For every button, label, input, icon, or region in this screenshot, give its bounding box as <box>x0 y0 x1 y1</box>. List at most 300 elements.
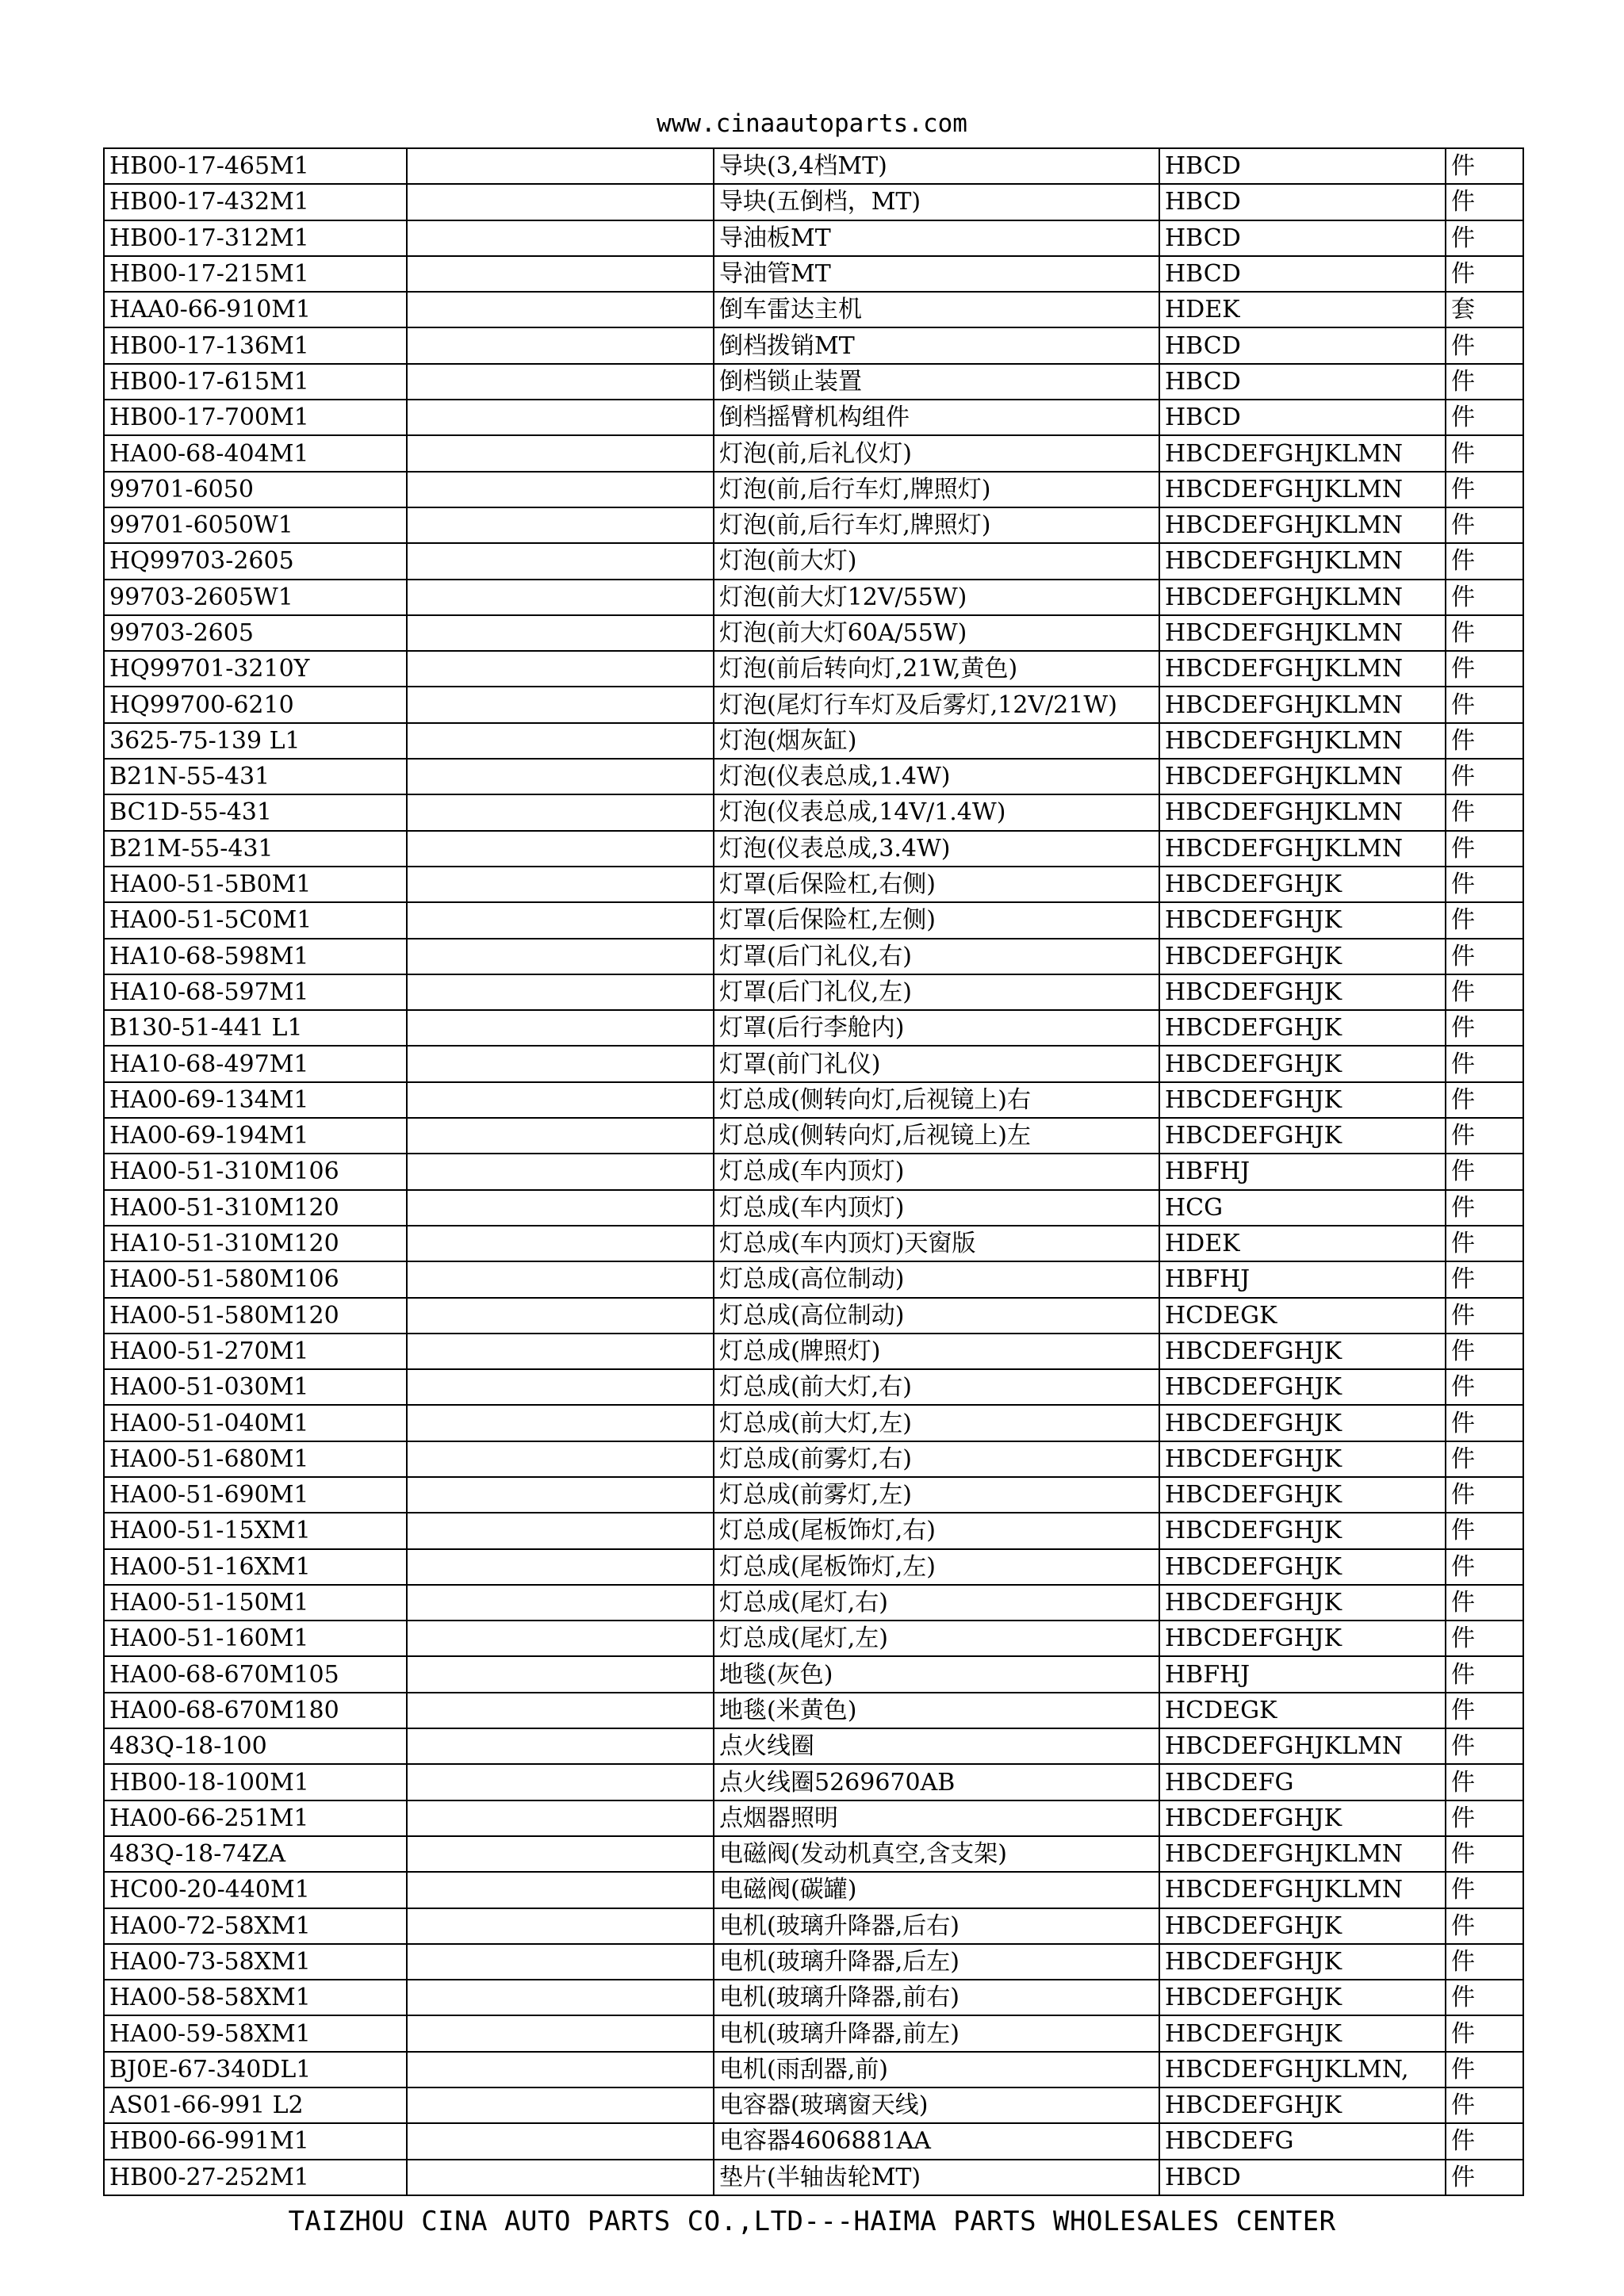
part-number-cell: B21M-55-431 <box>104 831 407 867</box>
table-row <box>104 615 1523 651</box>
blank-cell <box>407 400 714 435</box>
part-name-cell: 灯泡(前大灯60A/55W) <box>714 615 1159 651</box>
part-name-cell: 灯罩(前门礼仪) <box>714 1046 1159 1081</box>
model-code-cell: HBCDEFGHJK <box>1159 2087 1446 2123</box>
blank-cell <box>407 2087 714 2123</box>
model-code-cell: HBCDEFGHJKLMN <box>1159 651 1446 687</box>
unit-cell: 件 <box>1446 1872 1523 1908</box>
part-name-cell: 地毯(米黄色) <box>714 1693 1159 1728</box>
part-name-cell: 灯泡(仪表总成,3.4W) <box>714 831 1159 867</box>
part-name-cell: 灯总成(车内顶灯)天窗版 <box>714 1226 1159 1261</box>
table-row <box>104 1441 1523 1477</box>
part-name-cell: 灯泡(前,后礼仪灯) <box>714 435 1159 471</box>
part-name-cell: 灯总成(前大灯,右) <box>714 1369 1159 1405</box>
table-row <box>104 148 1523 184</box>
model-code-cell: HBCDEFGHJK <box>1159 1800 1446 1836</box>
unit-cell: 件 <box>1446 1800 1523 1836</box>
part-name-cell: 点火线圈5269670AB <box>714 1764 1159 1800</box>
model-code-cell: HBCDEFGHJK <box>1159 867 1446 902</box>
part-number-cell: HA00-51-030M1 <box>104 1369 407 1405</box>
table-row <box>104 974 1523 1010</box>
model-code-cell: HBCDEFGHJK <box>1159 939 1446 974</box>
model-code-cell: HBCDEFGHJKLMN <box>1159 1872 1446 1908</box>
table-row <box>104 1764 1523 1800</box>
part-number-cell: HA00-51-310M106 <box>104 1154 407 1189</box>
part-number-cell: HC00-20-440M1 <box>104 1872 407 1908</box>
unit-cell: 件 <box>1446 543 1523 579</box>
part-number-cell: HA00-69-194M1 <box>104 1118 407 1154</box>
blank-cell <box>407 1585 714 1621</box>
model-code-cell: HBCD <box>1159 2160 1446 2195</box>
blank-cell <box>407 902 714 938</box>
unit-cell: 件 <box>1446 1082 1523 1118</box>
part-number-cell: B130-51-441 L1 <box>104 1010 407 1046</box>
blank-cell <box>407 759 714 794</box>
blank-cell <box>407 1082 714 1118</box>
part-number-cell: HA00-69-134M1 <box>104 1082 407 1118</box>
blank-cell <box>407 2052 714 2087</box>
part-name-cell: 灯泡(前大灯) <box>714 543 1159 579</box>
part-name-cell: 电机(玻璃升降器,前左) <box>714 2015 1159 2051</box>
unit-cell: 件 <box>1446 1836 1523 1872</box>
part-name-cell: 灯总成(侧转向灯,后视镜上)左 <box>714 1118 1159 1154</box>
part-name-cell: 灯总成(尾灯,左) <box>714 1621 1159 1656</box>
part-number-cell: HAA0-66-910M1 <box>104 292 407 327</box>
part-name-cell: 灯泡(烟灰缸) <box>714 723 1159 759</box>
table-row <box>104 2160 1523 2195</box>
model-code-cell: HBCDEFG <box>1159 2123 1446 2159</box>
unit-cell: 件 <box>1446 507 1523 543</box>
model-code-cell: HBCDEFGHJK <box>1159 1944 1446 1980</box>
part-name-cell: 灯总成(牌照灯) <box>714 1334 1159 1369</box>
part-number-cell: HB00-18-100M1 <box>104 1764 407 1800</box>
table-row <box>104 1693 1523 1728</box>
part-number-cell: HA00-51-580M120 <box>104 1298 407 1334</box>
blank-cell <box>407 687 714 722</box>
blank-cell <box>407 1693 714 1728</box>
blank-cell <box>407 1656 714 1692</box>
table-row <box>104 1621 1523 1656</box>
blank-cell <box>407 1836 714 1872</box>
unit-cell: 件 <box>1446 1908 1523 1944</box>
part-number-cell: HQ99700-6210 <box>104 687 407 722</box>
blank-cell <box>407 1261 714 1297</box>
part-name-cell: 灯泡(仪表总成,14V/1.4W) <box>714 794 1159 830</box>
part-name-cell: 地毯(灰色) <box>714 1656 1159 1692</box>
table-row <box>104 1728 1523 1764</box>
unit-cell: 件 <box>1446 327 1523 363</box>
table-row <box>104 1513 1523 1548</box>
unit-cell: 件 <box>1446 1728 1523 1764</box>
unit-cell: 件 <box>1446 1405 1523 1441</box>
model-code-cell: HCDEGK <box>1159 1298 1446 1334</box>
unit-cell: 件 <box>1446 435 1523 471</box>
part-name-cell: 垫片(半轴齿轮MT) <box>714 2160 1159 2195</box>
model-code-cell: HBCDEFGHJK <box>1159 1441 1446 1477</box>
model-code-cell: HBCDEFGHJKLMN <box>1159 580 1446 615</box>
part-number-cell: HB00-17-432M1 <box>104 184 407 220</box>
unit-cell: 件 <box>1446 2160 1523 2195</box>
model-code-cell: HBCD <box>1159 400 1446 435</box>
blank-cell <box>407 1980 714 2015</box>
blank-cell <box>407 867 714 902</box>
blank-cell <box>407 292 714 327</box>
part-name-cell: 电机(雨刮器,前) <box>714 2052 1159 2087</box>
blank-cell <box>407 220 714 256</box>
table-row <box>104 1800 1523 1836</box>
blank-cell <box>407 364 714 400</box>
model-code-cell: HBCDEFGHJKLMN <box>1159 543 1446 579</box>
blank-cell <box>407 580 714 615</box>
part-number-cell: HA00-51-690M1 <box>104 1477 407 1513</box>
blank-cell <box>407 1369 714 1405</box>
unit-cell: 件 <box>1446 1441 1523 1477</box>
table-row <box>104 1261 1523 1297</box>
table-row <box>104 1872 1523 1908</box>
table-row <box>104 1908 1523 1944</box>
blank-cell <box>407 1549 714 1585</box>
blank-cell <box>407 1154 714 1189</box>
part-name-cell: 倒档锁止装置 <box>714 364 1159 400</box>
unit-cell: 件 <box>1446 1585 1523 1621</box>
model-code-cell: HBCDEFGHJKLMN <box>1159 1728 1446 1764</box>
part-name-cell: 点火线圈 <box>714 1728 1159 1764</box>
blank-cell <box>407 507 714 543</box>
part-number-cell: 483Q-18-74ZA <box>104 1836 407 1872</box>
unit-cell: 件 <box>1446 1513 1523 1548</box>
table-row <box>104 543 1523 579</box>
parts-table <box>103 147 1524 2196</box>
blank-cell <box>407 1944 714 1980</box>
model-code-cell: HCG <box>1159 1190 1446 1226</box>
unit-cell: 件 <box>1446 1477 1523 1513</box>
table-row <box>104 2123 1523 2159</box>
unit-cell: 件 <box>1446 1944 1523 1980</box>
part-name-cell: 灯总成(高位制动) <box>714 1298 1159 1334</box>
table-row <box>104 1226 1523 1261</box>
table-row <box>104 435 1523 471</box>
parts-table-body <box>104 148 1523 2195</box>
part-number-cell: HB00-17-136M1 <box>104 327 407 363</box>
part-number-cell: 99703-2605W1 <box>104 580 407 615</box>
model-code-cell: HBCDEFGHJK <box>1159 1513 1446 1548</box>
part-name-cell: 灯总成(车内顶灯) <box>714 1154 1159 1189</box>
table-row <box>104 723 1523 759</box>
unit-cell: 件 <box>1446 2015 1523 2051</box>
part-name-cell: 倒车雷达主机 <box>714 292 1159 327</box>
blank-cell <box>407 1010 714 1046</box>
unit-cell: 件 <box>1446 580 1523 615</box>
unit-cell: 套 <box>1446 292 1523 327</box>
table-row <box>104 651 1523 687</box>
model-code-cell: HBCD <box>1159 256 1446 292</box>
part-name-cell: 灯泡(前后转向灯,21W,黄色) <box>714 651 1159 687</box>
table-row <box>104 939 1523 974</box>
table-row <box>104 1836 1523 1872</box>
blank-cell <box>407 256 714 292</box>
table-row <box>104 2052 1523 2087</box>
part-number-cell: BJ0E-67-340DL1 <box>104 2052 407 2087</box>
table-row <box>104 1082 1523 1118</box>
model-code-cell: HBCDEFGHJK <box>1159 1908 1446 1944</box>
blank-cell <box>407 1190 714 1226</box>
table-row <box>104 184 1523 220</box>
table-row <box>104 1154 1523 1189</box>
part-number-cell: HA10-68-497M1 <box>104 1046 407 1081</box>
model-code-cell: HBCDEFGHJK <box>1159 1585 1446 1621</box>
unit-cell: 件 <box>1446 1980 1523 2015</box>
blank-cell <box>407 651 714 687</box>
table-row <box>104 1405 1523 1441</box>
part-number-cell: HA00-72-58XM1 <box>104 1908 407 1944</box>
unit-cell: 件 <box>1446 651 1523 687</box>
blank-cell <box>407 2123 714 2159</box>
model-code-cell: HBCDEFGHJK <box>1159 1369 1446 1405</box>
part-name-cell: 电磁阀(发动机真空,含支架) <box>714 1836 1159 1872</box>
table-row <box>104 292 1523 327</box>
blank-cell <box>407 1513 714 1548</box>
part-number-cell: HB00-66-991M1 <box>104 2123 407 2159</box>
blank-cell <box>407 1046 714 1081</box>
part-name-cell: 电机(玻璃升降器,后右) <box>714 1908 1159 1944</box>
part-number-cell: HA00-51-580M106 <box>104 1261 407 1297</box>
model-code-cell: HBCDEFGHJKLMN <box>1159 472 1446 507</box>
blank-cell <box>407 1334 714 1369</box>
part-name-cell: 灯罩(后保险杠,左侧) <box>714 902 1159 938</box>
table-row <box>104 220 1523 256</box>
part-number-cell: 99701-6050W1 <box>104 507 407 543</box>
model-code-cell: HBCDEFGHJKLMN <box>1159 615 1446 651</box>
part-name-cell: 电磁阀(碳罐) <box>714 1872 1159 1908</box>
model-code-cell: HBCDEFGHJKLMN <box>1159 687 1446 722</box>
model-code-cell: HBCDEFGHJKLMN <box>1159 435 1446 471</box>
table-row <box>104 2087 1523 2123</box>
unit-cell: 件 <box>1446 1656 1523 1692</box>
part-name-cell: 倒档摇臂机构组件 <box>714 400 1159 435</box>
part-number-cell: HA00-51-16XM1 <box>104 1549 407 1585</box>
part-name-cell: 电容器4606881AA <box>714 2123 1159 2159</box>
blank-cell <box>407 723 714 759</box>
unit-cell: 件 <box>1446 1693 1523 1728</box>
blank-cell <box>407 1908 714 1944</box>
blank-cell <box>407 1621 714 1656</box>
unit-cell: 件 <box>1446 794 1523 830</box>
part-number-cell: HB00-17-615M1 <box>104 364 407 400</box>
unit-cell: 件 <box>1446 1046 1523 1081</box>
table-row <box>104 1585 1523 1621</box>
unit-cell: 件 <box>1446 2087 1523 2123</box>
part-number-cell: 483Q-18-100 <box>104 1728 407 1764</box>
table-row <box>104 1477 1523 1513</box>
table-row <box>104 1549 1523 1585</box>
table-row <box>104 2015 1523 2051</box>
unit-cell: 件 <box>1446 1010 1523 1046</box>
blank-cell <box>407 1118 714 1154</box>
model-code-cell: HBCD <box>1159 220 1446 256</box>
part-number-cell: HB00-27-252M1 <box>104 2160 407 2195</box>
part-number-cell: HA00-51-160M1 <box>104 1621 407 1656</box>
table-row <box>104 1010 1523 1046</box>
company-footer: TAIZHOU CINA AUTO PARTS CO.,LTD---HAIMA PARTS WHOLESALES CENTER <box>288 2206 1336 2237</box>
unit-cell: 件 <box>1446 1154 1523 1189</box>
model-code-cell: HBCDEFGHJK <box>1159 1334 1446 1369</box>
part-name-cell: 灯泡(前大灯12V/55W) <box>714 580 1159 615</box>
model-code-cell: HBCD <box>1159 184 1446 220</box>
unit-cell: 件 <box>1446 1190 1523 1226</box>
model-code-cell: HBCDEFGHJKLMN, <box>1159 2052 1446 2087</box>
part-name-cell: 导块(3,4档MT) <box>714 148 1159 184</box>
unit-cell: 件 <box>1446 831 1523 867</box>
part-number-cell: HA00-51-040M1 <box>104 1405 407 1441</box>
model-code-cell: HBCDEFGHJKLMN <box>1159 759 1446 794</box>
unit-cell: 件 <box>1446 1369 1523 1405</box>
model-code-cell: HBFHJ <box>1159 1656 1446 1692</box>
table-row <box>104 400 1523 435</box>
model-code-cell: HBCDEFGHJK <box>1159 902 1446 938</box>
table-row <box>104 327 1523 363</box>
table-row <box>104 1980 1523 2015</box>
blank-cell <box>407 1405 714 1441</box>
table-row <box>104 507 1523 543</box>
part-number-cell: HA00-59-58XM1 <box>104 2015 407 2051</box>
part-name-cell: 灯总成(尾板饰灯,左) <box>714 1549 1159 1585</box>
unit-cell: 件 <box>1446 1764 1523 1800</box>
blank-cell <box>407 2160 714 2195</box>
unit-cell: 件 <box>1446 1226 1523 1261</box>
part-number-cell: 99701-6050 <box>104 472 407 507</box>
part-name-cell: 灯总成(前雾灯,右) <box>714 1441 1159 1477</box>
part-number-cell: HA00-66-251M1 <box>104 1800 407 1836</box>
model-code-cell: HBCDEFGHJK <box>1159 1549 1446 1585</box>
blank-cell <box>407 794 714 830</box>
unit-cell: 件 <box>1446 759 1523 794</box>
table-row <box>104 256 1523 292</box>
table-row <box>104 1190 1523 1226</box>
model-code-cell: HBCDEFGHJKLMN <box>1159 507 1446 543</box>
part-number-cell: HA00-51-270M1 <box>104 1334 407 1369</box>
table-row <box>104 1656 1523 1692</box>
unit-cell: 件 <box>1446 1334 1523 1369</box>
blank-cell <box>407 974 714 1010</box>
model-code-cell: HBCDEFGHJK <box>1159 1082 1446 1118</box>
part-name-cell: 灯泡(尾灯行车灯及后雾灯,12V/21W) <box>714 687 1159 722</box>
model-code-cell: HDEK <box>1159 292 1446 327</box>
part-number-cell: HA00-73-58XM1 <box>104 1944 407 1980</box>
part-number-cell: HA00-51-5B0M1 <box>104 867 407 902</box>
blank-cell <box>407 435 714 471</box>
model-code-cell: HBCDEFGHJK <box>1159 1477 1446 1513</box>
part-name-cell: 灯总成(前大灯,左) <box>714 1405 1159 1441</box>
table-row <box>104 1298 1523 1334</box>
unit-cell: 件 <box>1446 902 1523 938</box>
model-code-cell: HBCDEFG <box>1159 1764 1446 1800</box>
part-name-cell: 灯总成(尾灯,右) <box>714 1585 1159 1621</box>
unit-cell: 件 <box>1446 400 1523 435</box>
part-number-cell: HA10-51-310M120 <box>104 1226 407 1261</box>
part-name-cell: 点烟器照明 <box>714 1800 1159 1836</box>
part-name-cell: 导油管MT <box>714 256 1159 292</box>
table-row <box>104 1118 1523 1154</box>
table-row <box>104 1944 1523 1980</box>
table-row <box>104 580 1523 615</box>
blank-cell <box>407 1728 714 1764</box>
part-number-cell: HA00-51-680M1 <box>104 1441 407 1477</box>
part-number-cell: HA00-51-310M120 <box>104 1190 407 1226</box>
model-code-cell: HBCDEFGHJK <box>1159 1980 1446 2015</box>
model-code-cell: HBCDEFGHJK <box>1159 1405 1446 1441</box>
unit-cell: 件 <box>1446 256 1523 292</box>
part-number-cell: HA10-68-597M1 <box>104 974 407 1010</box>
part-number-cell: 3625-75-139 L1 <box>104 723 407 759</box>
unit-cell: 件 <box>1446 472 1523 507</box>
blank-cell <box>407 831 714 867</box>
table-row <box>104 794 1523 830</box>
part-number-cell: B21N-55-431 <box>104 759 407 794</box>
model-code-cell: HBCDEFGHJK <box>1159 1621 1446 1656</box>
part-name-cell: 灯总成(高位制动) <box>714 1261 1159 1297</box>
model-code-cell: HBCDEFGHJK <box>1159 1118 1446 1154</box>
model-code-cell: HBCDEFGHJKLMN <box>1159 1836 1446 1872</box>
blank-cell <box>407 1477 714 1513</box>
blank-cell <box>407 2015 714 2051</box>
part-name-cell: 导油板MT <box>714 220 1159 256</box>
part-number-cell: HA00-68-670M180 <box>104 1693 407 1728</box>
model-code-cell: HBCDEFGHJK <box>1159 1010 1446 1046</box>
unit-cell: 件 <box>1446 723 1523 759</box>
part-name-cell: 灯总成(侧转向灯,后视镜上)右 <box>714 1082 1159 1118</box>
part-name-cell: 灯总成(尾板饰灯,右) <box>714 1513 1159 1548</box>
part-number-cell: HQ99703-2605 <box>104 543 407 579</box>
model-code-cell: HBFHJ <box>1159 1261 1446 1297</box>
part-name-cell: 灯泡(前,后行车灯,牌照灯) <box>714 507 1159 543</box>
table-row <box>104 1046 1523 1081</box>
part-number-cell: HA10-68-598M1 <box>104 939 407 974</box>
part-number-cell: BC1D-55-431 <box>104 794 407 830</box>
blank-cell <box>407 327 714 363</box>
part-number-cell: HB00-17-215M1 <box>104 256 407 292</box>
table-row <box>104 902 1523 938</box>
blank-cell <box>407 1226 714 1261</box>
unit-cell: 件 <box>1446 867 1523 902</box>
part-name-cell: 电容器(玻璃窗天线) <box>714 2087 1159 2123</box>
model-code-cell: HBCD <box>1159 364 1446 400</box>
model-code-cell: HBFHJ <box>1159 1154 1446 1189</box>
unit-cell: 件 <box>1446 1298 1523 1334</box>
part-number-cell: HA00-58-58XM1 <box>104 1980 407 2015</box>
model-code-cell: HBCD <box>1159 148 1446 184</box>
model-code-cell: HBCDEFGHJK <box>1159 1046 1446 1081</box>
blank-cell <box>407 1298 714 1334</box>
model-code-cell: HBCDEFGHJKLMN <box>1159 794 1446 830</box>
model-code-cell: HBCDEFGHJKLMN <box>1159 723 1446 759</box>
unit-cell: 件 <box>1446 1549 1523 1585</box>
blank-cell <box>407 1800 714 1836</box>
part-name-cell: 灯罩(后保险杠,右侧) <box>714 867 1159 902</box>
part-number-cell: HA00-51-150M1 <box>104 1585 407 1621</box>
part-number-cell: HA00-68-404M1 <box>104 435 407 471</box>
unit-cell: 件 <box>1446 1621 1523 1656</box>
blank-cell <box>407 1764 714 1800</box>
unit-cell: 件 <box>1446 220 1523 256</box>
table-row <box>104 472 1523 507</box>
table-row <box>104 687 1523 722</box>
model-code-cell: HBCDEFGHJK <box>1159 974 1446 1010</box>
table-row <box>104 1369 1523 1405</box>
blank-cell <box>407 472 714 507</box>
part-number-cell: HQ99701-3210Y <box>104 651 407 687</box>
table-row <box>104 1334 1523 1369</box>
part-name-cell: 灯总成(前雾灯,左) <box>714 1477 1159 1513</box>
